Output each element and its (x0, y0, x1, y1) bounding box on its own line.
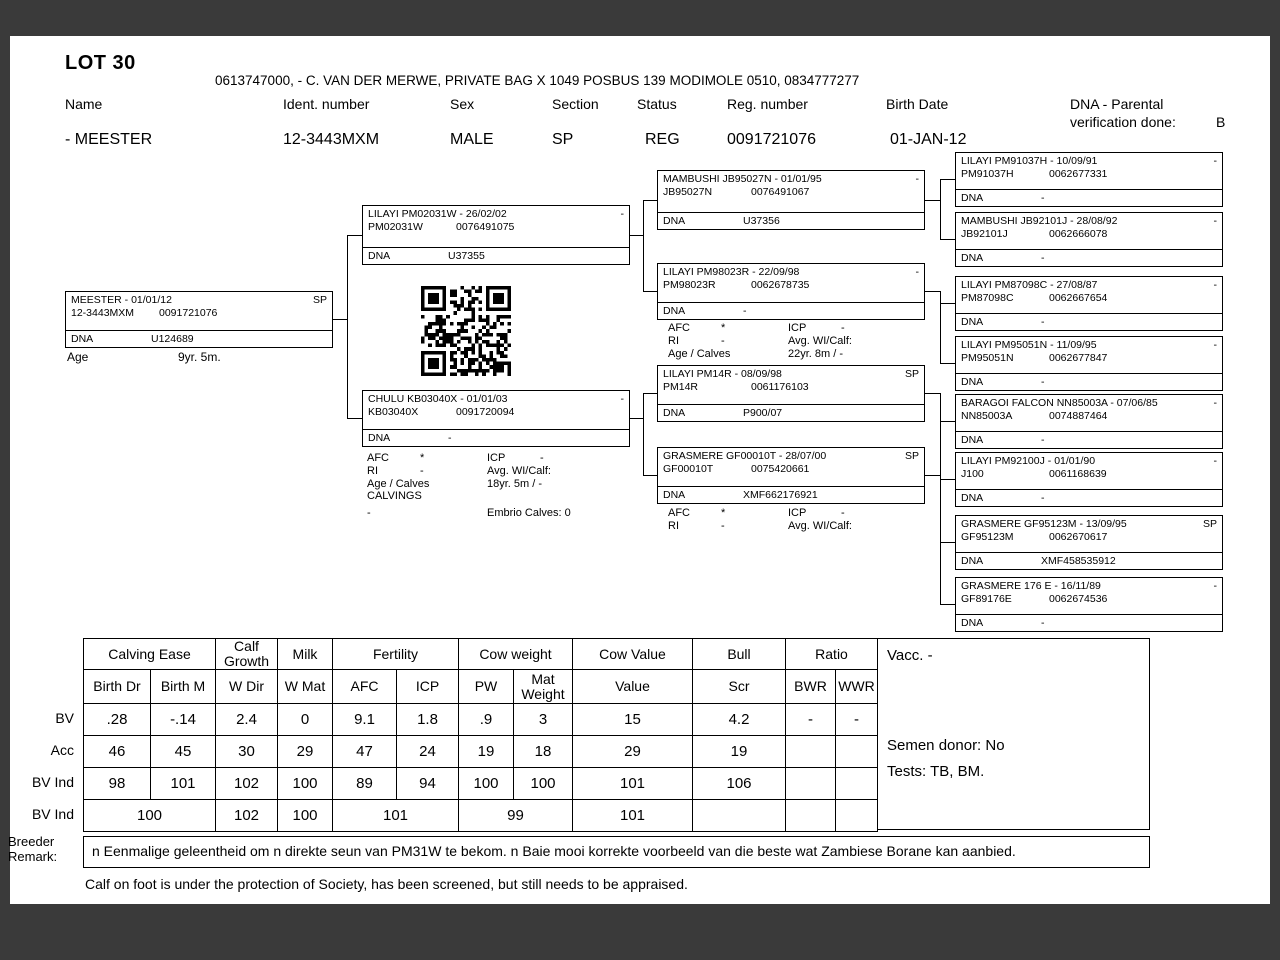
col-wwr: WWR (836, 670, 878, 704)
table-row-bv (84, 704, 878, 736)
dna-value: - (1041, 434, 1045, 446)
pedigree-box-sire (362, 205, 630, 265)
animal-reg: 0091720094 (456, 406, 515, 418)
dna-label: DNA (368, 432, 391, 444)
dna-value: U37356 (743, 215, 780, 227)
animal-id: PM02031W (368, 221, 423, 233)
animal-id: KB03040X (368, 406, 419, 418)
animal-reg: 0061176103 (751, 381, 809, 393)
pedigree-connector (940, 239, 955, 240)
stat-label: AFC (668, 322, 690, 334)
dna-verification-value: B (1216, 114, 1226, 130)
dna-value: - (1041, 192, 1045, 204)
stat-label: RI (668, 334, 679, 347)
animal-id: PM95051N (961, 352, 1014, 364)
pedigree-connector (940, 363, 955, 364)
animal-id: GF89176E (961, 593, 1012, 605)
bvind2-cell: 99 (459, 800, 573, 832)
bv-cell: 1.8 (397, 704, 459, 736)
dna-label: DNA (961, 492, 984, 504)
animal-id: GF95123M (961, 531, 1014, 543)
pedigree-connector (630, 418, 643, 419)
bvind-cell: 100 (514, 768, 573, 800)
animal-title: LILAYI PM14R - 08/09/98 (663, 368, 782, 380)
bvind-cell: 101 (573, 768, 693, 800)
stat-label: AFC (668, 507, 690, 519)
contact-line: 0613747000, - C. VAN DER MERWE, PRIVATE BAG X 1049 POSBUS 139 MODIMOLE 0510, 0834777277 (215, 73, 860, 88)
tests-status: Tests: TB, BM. (887, 763, 985, 780)
field-value-reg: 0091721076 (727, 131, 816, 148)
pedigree-connector (925, 200, 940, 201)
section-flag: - (1213, 215, 1217, 227)
stat-value: - (540, 452, 544, 464)
stat-value: - (367, 507, 371, 520)
breeder-remark-label-2: Remark: (8, 849, 58, 864)
pedigree-box-gen4-3 (955, 336, 1223, 391)
pedigree-connector (347, 235, 348, 419)
dna-label: DNA (961, 434, 984, 446)
stat-value: 22yr. 8m / - (788, 347, 844, 360)
stat-label: Age / Calves (367, 477, 430, 490)
col-w-mat: W Mat (278, 670, 333, 704)
acc-cell (836, 736, 878, 768)
animal-title: BARAGOI FALCON NN85003A - 07/06/85 (961, 397, 1158, 409)
footer-note: Calf on foot is under the protection of Society, has been screened, but still needs to be appraised. (85, 876, 688, 892)
bvind2-cell: 101 (573, 800, 693, 832)
bvind2-cell (836, 800, 878, 832)
animal-title: GRASMERE GF95123M - 13/09/95 (961, 518, 1127, 530)
col-w-dir: W Dir (216, 670, 278, 704)
animal-id: PM98023R (663, 279, 716, 291)
acc-cell: 46 (84, 736, 151, 768)
field-label-birth: Birth Date (886, 96, 949, 112)
age-label: Age (67, 350, 89, 364)
row-label-bvind: BV Ind (31, 774, 74, 790)
field-value-section: SP (552, 131, 574, 148)
section-flag: SP (1202, 518, 1217, 530)
animal-title: LILAYI PM91037H - 10/09/91 (961, 155, 1098, 167)
stat-value: * (721, 322, 726, 334)
bv-cell: -.14 (151, 704, 216, 736)
section-flag: - (1213, 397, 1217, 409)
age-value: 9yr. 5m. (178, 350, 221, 364)
group-bull: Bull (693, 639, 786, 670)
animal-title: MAMBUSHI JB95027N - 01/01/95 (663, 173, 822, 185)
bv-cell: .9 (459, 704, 514, 736)
animal-id: 12-3443MXM (71, 307, 135, 319)
group-calf-growth: Calf Growth (216, 639, 278, 670)
stat-value: - (420, 464, 424, 477)
animal-title: GRASMERE GF00010T - 28/07/00 (663, 450, 827, 462)
animal-id: NN85003A (961, 410, 1013, 422)
animal-title: LILAYI PM95051N - 11/09/95 (961, 339, 1097, 351)
row-label-bvind2: BV Ind (31, 806, 74, 822)
animal-reg: 0062677331 (1049, 168, 1108, 180)
dna-label: DNA (663, 215, 686, 227)
animal-title: GRASMERE 176 E - 16/11/89 (961, 580, 1101, 592)
animal-id: JB92101J (961, 228, 1008, 240)
dna-label: DNA (663, 407, 686, 419)
stat-value: - (841, 507, 845, 519)
animal-reg: 0075420661 (751, 463, 810, 475)
stat-value: * (420, 452, 425, 464)
col-birth-dr: Birth Dr (84, 670, 151, 704)
col-value: Value (573, 670, 693, 704)
stat-label: ICP (788, 322, 807, 334)
bv-cell: 4.2 (693, 704, 786, 736)
pedigree-connector (333, 319, 347, 320)
bvind-cell: 106 (693, 768, 786, 800)
col-mat-weight: Mat Weight (514, 670, 573, 704)
pedigree-connector (643, 393, 644, 476)
col-icp: ICP (397, 670, 459, 704)
col-birth-m: Birth M (151, 670, 216, 704)
pedigree-box-gen3-0 (657, 170, 925, 230)
field-label-section: Section (552, 96, 599, 112)
pedigree-connector (940, 604, 955, 605)
field-label-ident: Ident. number (283, 96, 370, 112)
dna-label: DNA (961, 617, 984, 629)
stat-value: 18yr. 5m / - (487, 477, 543, 490)
pedigree-box-dam (362, 390, 630, 447)
field-label-reg: Reg. number (727, 96, 808, 112)
pedigree-box-gen4-0 (955, 152, 1223, 207)
animal-id: J100 (961, 468, 984, 480)
table-row-bvind (84, 768, 878, 800)
stat-label: Avg. WI/Calf: (788, 519, 852, 532)
bv-cell: 3 (514, 704, 573, 736)
section-flag: - (1213, 455, 1217, 467)
group-ratio: Ratio (786, 639, 878, 670)
field-value-sex: MALE (450, 131, 494, 148)
stat-label: CALVINGS (367, 490, 422, 503)
group-fertility: Fertility (333, 639, 459, 670)
animal-reg: 0062674536 (1049, 593, 1108, 605)
field-value-ident: 12-3443MXM (283, 131, 380, 148)
bvind2-cell: 100 (278, 800, 333, 832)
stat-label: Age / Calves (668, 347, 731, 360)
acc-cell: 19 (459, 736, 514, 768)
stat-label: ICP (487, 452, 506, 464)
bvind-cell: 102 (216, 768, 278, 800)
stat-label: RI (367, 464, 378, 477)
stat-value: - (721, 519, 725, 532)
pedigree-connector (643, 291, 657, 292)
dna-label: DNA (71, 333, 94, 345)
dna-label: DNA (961, 252, 984, 264)
section-flag: SP (904, 368, 919, 380)
pedigree-connector (347, 418, 362, 419)
acc-cell: 18 (514, 736, 573, 768)
dna-label: DNA (368, 250, 391, 262)
group-cow-weight: Cow weight (459, 639, 573, 670)
section-flag: - (620, 208, 624, 220)
pedigree-box-gen4-4 (955, 394, 1223, 449)
bv-cell: - (836, 704, 878, 736)
animal-title: LILAYI PM87098C - 27/08/87 (961, 279, 1098, 291)
animal-reg: 0062670617 (1049, 531, 1108, 543)
section-flag: - (620, 393, 624, 405)
pedigree-connector (940, 303, 955, 304)
bvind-cell (836, 768, 878, 800)
bvind-cell: 101 (151, 768, 216, 800)
dna-value: - (1041, 376, 1045, 388)
dna-value: - (743, 305, 747, 317)
group-milk: Milk (278, 639, 333, 670)
pedigree-box-subject (65, 291, 333, 348)
pedigree-connector (925, 393, 940, 394)
bv-cell: 15 (573, 704, 693, 736)
dna-value: U37355 (448, 250, 485, 262)
field-value-status: REG (645, 131, 680, 148)
bv-cell: 9.1 (333, 704, 397, 736)
bv-cell: 2.4 (216, 704, 278, 736)
dna-label: DNA (663, 489, 686, 501)
dna-verification-label-2: verification done: (1070, 114, 1176, 130)
acc-cell: 30 (216, 736, 278, 768)
pedigree-box-gen4-1 (955, 212, 1223, 267)
animal-reg: 0062666078 (1049, 228, 1108, 240)
animal-id: PM87098C (961, 292, 1014, 304)
section-flag: - (1213, 339, 1217, 351)
section-flag: - (1213, 580, 1217, 592)
section-flag: - (1213, 155, 1217, 167)
pedigree-connector (347, 235, 362, 236)
animal-reg: 0074887464 (1049, 410, 1108, 422)
row-label-acc: Acc (50, 742, 74, 758)
bv-cell: - (786, 704, 836, 736)
pedigree-box-gen4-7 (955, 577, 1223, 632)
col-bwr: BWR (786, 670, 836, 704)
bvind-cell: 100 (278, 768, 333, 800)
pedigree-box-gen4-2 (955, 276, 1223, 331)
vacc-status: Vacc. - (887, 647, 933, 664)
pedigree-connector (940, 479, 955, 480)
section-flag: - (915, 173, 919, 185)
animal-title: MEESTER - 01/01/12 (71, 294, 172, 306)
animal-id: JB95027N (663, 186, 713, 198)
bv-cell: .28 (84, 704, 151, 736)
acc-cell: 29 (573, 736, 693, 768)
dna-value: - (1041, 316, 1045, 328)
pedigree-connector (643, 475, 657, 476)
field-label-sex: Sex (450, 96, 475, 112)
bvind-cell: 89 (333, 768, 397, 800)
pedigree-connector (940, 393, 941, 480)
animal-id: PM14R (663, 381, 699, 393)
acc-cell (786, 736, 836, 768)
bvind-cell: 98 (84, 768, 151, 800)
section-flag: SP (904, 450, 919, 462)
acc-cell: 45 (151, 736, 216, 768)
pedigree-connector (940, 179, 955, 180)
dna-verification-label-1: DNA - Parental (1070, 96, 1164, 112)
dna-label: DNA (961, 316, 984, 328)
animal-reg: 0061168639 (1049, 468, 1107, 480)
dna-label: DNA (663, 305, 686, 317)
dna-label: DNA (961, 192, 984, 204)
pedigree-connector (940, 542, 955, 543)
field-value-name: - MEESTER (65, 131, 153, 148)
acc-cell: 29 (278, 736, 333, 768)
dna-value: XMF662176921 (743, 489, 818, 501)
animal-id: PM91037H (961, 168, 1014, 180)
pedigree-connector (630, 235, 643, 236)
dna-label: DNA (961, 376, 984, 388)
pedigree-box-gen3-1 (657, 263, 925, 320)
table-row-bvind-combined (84, 800, 878, 832)
pedigree-connector (925, 291, 940, 292)
section-flag: - (1213, 279, 1217, 291)
acc-cell: 24 (397, 736, 459, 768)
bvind-cell: 94 (397, 768, 459, 800)
animal-reg: 0091721076 (159, 307, 218, 319)
pedigree-box-gen4-5 (955, 452, 1223, 507)
pedigree-box-gen3-2 (657, 365, 925, 422)
dna-value: - (1041, 492, 1045, 504)
animal-reg: 0062667654 (1049, 292, 1108, 304)
bv-cell: 0 (278, 704, 333, 736)
animal-reg: 0076491075 (456, 221, 515, 233)
stat-value: * (721, 507, 726, 519)
dna-label: DNA (961, 555, 984, 567)
animal-id: GF00010T (663, 463, 714, 475)
stat-label: Avg. WI/Calf: (788, 334, 852, 347)
group-calving-ease: Calving Ease (84, 639, 216, 670)
section-flag: SP (312, 294, 327, 306)
pedigree-connector (925, 475, 940, 476)
bvind2-cell (693, 800, 786, 832)
dna-value: P900/07 (743, 407, 783, 419)
animal-title: CHULU KB03040X - 01/01/03 (368, 393, 508, 405)
pedigree-connector (940, 291, 941, 364)
acc-cell: 47 (333, 736, 397, 768)
field-value-birth: 01-JAN-12 (890, 131, 967, 148)
animal-title: MAMBUSHI JB92101J - 28/08/92 (961, 215, 1118, 227)
stat-value: - (721, 334, 725, 347)
table-row-acc (84, 736, 878, 768)
animal-title: LILAYI PM92100J - 01/01/90 (961, 455, 1096, 467)
pedigree-connector (643, 200, 644, 292)
qr-code (421, 286, 511, 376)
stat-value: Embrio Calves: 0 (487, 507, 571, 520)
gen3-1-fertility-stats (668, 322, 852, 360)
col-pw: PW (459, 670, 514, 704)
dna-value: - (448, 432, 452, 444)
animal-title: LILAYI PM02031W - 26/02/02 (368, 208, 507, 220)
field-label-status: Status (637, 96, 677, 112)
breeder-remark-label-1: Breeder (8, 834, 55, 849)
section-flag: - (915, 266, 919, 278)
animal-title: LILAYI PM98023R - 22/09/98 (663, 266, 800, 278)
pedigree-connector (643, 393, 657, 394)
table-group-header-row (84, 639, 878, 670)
stat-value: - (841, 322, 845, 334)
stat-label: RI (668, 519, 679, 532)
bv-table (83, 638, 878, 832)
animal-reg: 0062677847 (1049, 352, 1108, 364)
animal-reg: 0062678735 (751, 279, 810, 291)
dam-fertility-stats (367, 452, 571, 520)
col-afc: AFC (333, 670, 397, 704)
acc-cell: 19 (693, 736, 786, 768)
bvind2-cell: 102 (216, 800, 278, 832)
bvind-cell (786, 768, 836, 800)
stat-label: AFC (367, 452, 389, 464)
field-label-name: Name (65, 96, 103, 112)
dna-value: - (1041, 252, 1045, 264)
pedigree-box-gen3-3 (657, 447, 925, 504)
stat-label: ICP (788, 507, 807, 519)
dna-value: XMF458535912 (1041, 555, 1116, 567)
dna-value: U124689 (151, 333, 194, 345)
semen-donor-status: Semen donor: No (887, 737, 1005, 754)
animal-reg: 0076491067 (751, 186, 810, 198)
group-cow-value: Cow Value (573, 639, 693, 670)
bvind2-cell: 100 (84, 800, 216, 832)
stat-label: Avg. WI/Calf: (487, 464, 551, 477)
gen3-3-fertility-stats (668, 507, 852, 533)
pedigree-connector (940, 475, 941, 605)
bvind2-cell: 101 (333, 800, 459, 832)
pedigree-connector (940, 179, 941, 240)
table-subheader-row (84, 670, 878, 704)
breeder-remark-text: n Eenmalige geleentheid om n direkte seun van PM31W te bekom. n Baie mooi korrekte voorbeeld van die beste wat Zambiese Borane kan aanbied. (83, 836, 1150, 868)
lot-title: LOT 30 (65, 52, 136, 74)
row-label-bv: BV (55, 710, 74, 726)
pedigree-box-gen4-6 (955, 515, 1223, 570)
dna-value: - (1041, 617, 1045, 629)
bvind-cell: 100 (459, 768, 514, 800)
pedigree-connector (643, 200, 657, 201)
vacc-info-box (877, 638, 1150, 830)
bvind2-cell (786, 800, 836, 832)
col-scr: Scr (693, 670, 786, 704)
pedigree-connector (940, 421, 955, 422)
